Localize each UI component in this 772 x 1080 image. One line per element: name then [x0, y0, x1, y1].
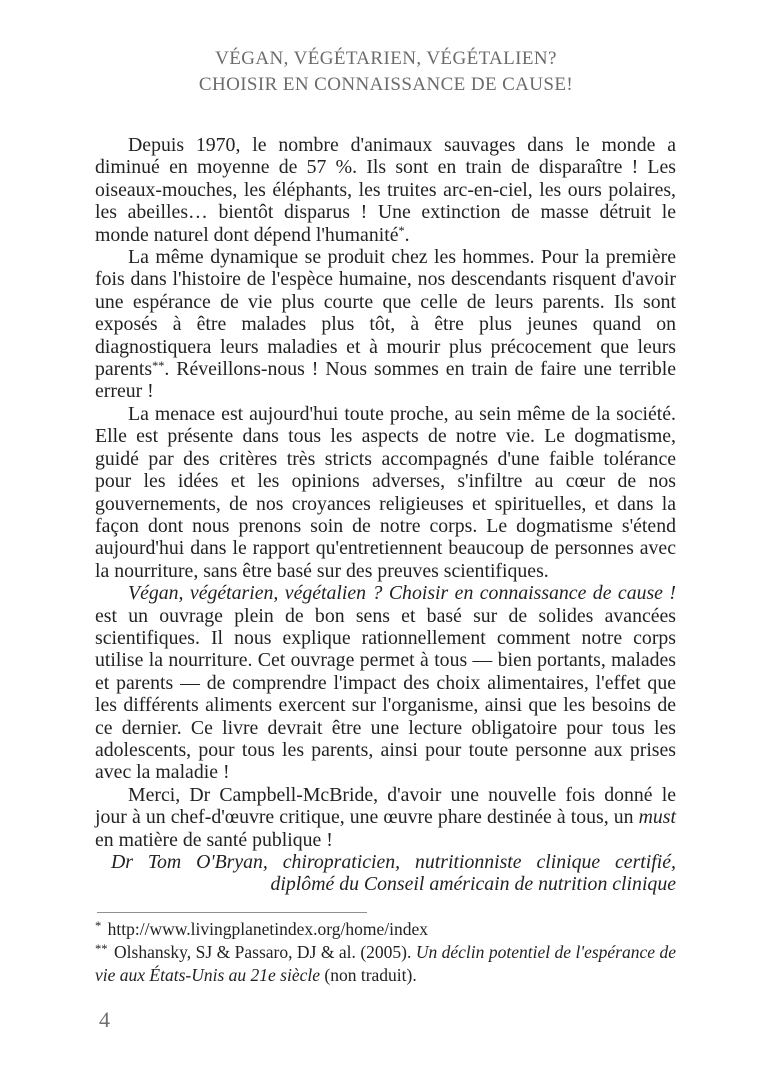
text-segment: .: [404, 223, 410, 246]
paragraph-2: [95, 246, 676, 403]
footnote-2-text: [95, 942, 676, 985]
title-line-2: CHOISIR EN CONNAISSANCE DE CAUSE!: [198, 74, 574, 95]
text-segment: must: [638, 806, 676, 829]
footnote-2-marker: **: [95, 942, 108, 957]
text-segment: Depuis 1970, le nombre d'animaux sauvages dans le monde a diminué en moyenne de 57 %. Ils sont en train de disparaître ! Les oiseaux-mouches, les éléphants, les truites arc-en-ciel, les ours polaires, les abeilles… bientôt disparus ! Une extinction de masse détruit le monde naturel dont dépend l'humanité: [95, 134, 676, 246]
footnote-1: [95, 918, 676, 941]
author-signature: [95, 851, 676, 896]
cited-work-title: Un déclin potentiel de l'espérance de vie aux États-Unis au 21e siècle: [95, 942, 676, 985]
paragraph-3: [95, 403, 676, 582]
text-segment: . Réveillons-nous ! Nous sommes en train de faire une terrible erreur !: [95, 358, 676, 403]
footnote-ref-2: **: [152, 358, 165, 373]
text-segment: (non traduit).: [320, 965, 417, 985]
text-segment: La menace est aujourd'hui toute proche, au sein même de la société. Elle est présente dans tous les aspects de notre vie. Le dogmatisme, guidé par des critères très stricts accompagnés d'une faible tolérance pour les idées et les opinions adverses, s'infiltre au cœur de nos gouvernements, de nos croyances religieuses et spirituelles, et dans la façon dont nous prenons soin de notre corps. Le dogmatisme s'étend aujourd'hui dans le rapport qu'entretiennent beaucoup de personnes avec la nourriture, sans être basé sur des preuves scientifiques.: [95, 402, 676, 582]
text-segment: en matière de santé publique !: [95, 828, 333, 851]
text-segment: Merci, Dr Campbell-McBride, d'avoir une nouvelle fois donné le jour à un chef-d'œuvre critique, une œuvre phare destinée à tous, un: [95, 783, 676, 829]
body-text: [95, 134, 676, 896]
footnote-separator-rule: [97, 912, 367, 913]
title-line-1: VÉGAN, VÉGÉTARIEN, VÉGÉTALIEN?: [215, 48, 557, 69]
paragraph-1: [95, 134, 676, 246]
footnote-1-text: [103, 919, 428, 939]
footnote-2: [95, 941, 676, 987]
paragraph-5: [95, 784, 676, 851]
footnote-1-marker: *: [95, 919, 102, 934]
paragraph-4: [95, 582, 676, 784]
chapter-title: [0, 46, 772, 98]
page-number: 4: [99, 1007, 110, 1032]
footnotes-section: [95, 912, 676, 987]
text-segment: Olshansky, SJ & Passaro, DJ & al. (2005).: [109, 942, 416, 962]
author-name-and-credentials: Dr Tom O'Bryan, chiropraticien, nutritionniste clinique certifié, diplômé du Conseil américain de nutrition clinique: [111, 851, 676, 896]
text-segment: La même dynamique se produit chez les hommes. Pour la première fois dans l'histoire de l'espèce humaine, nos descendants risquent d'avoir une espérance de vie plus courte que celle de leurs parents. Ils sont exposés à être malades plus tôt, à être plus jeunes quand on diagnostiquera leurs maladies et à mourir plus précocement que leurs parents: [95, 246, 676, 381]
text-segment: est un ouvrage plein de bon sens et basé sur de solides avancées scientifiques. Il nous explique rationnellement comment notre corps utilise la nourriture. Cet ouvrage permet à tous — bien portants, malades et parents — de comprendre l'impact des choix alimentaires, l'effet que les différents aliments exercent sur l'organisme, ainsi que les besoins de ce dernier. Ce livre devrait être une lecture obligatoire pour tous les adolescents, pour tous les parents, ainsi pour toute personne aux prises avec la maladie !: [95, 604, 676, 784]
footnote-ref-1: *: [398, 224, 405, 239]
footnote-url: http://www.livingplanetindex.org/home/index: [103, 919, 428, 939]
book-title-mention: Végan, végétarien, végétalien ? Choisir en connaissance de cause !: [128, 582, 676, 605]
